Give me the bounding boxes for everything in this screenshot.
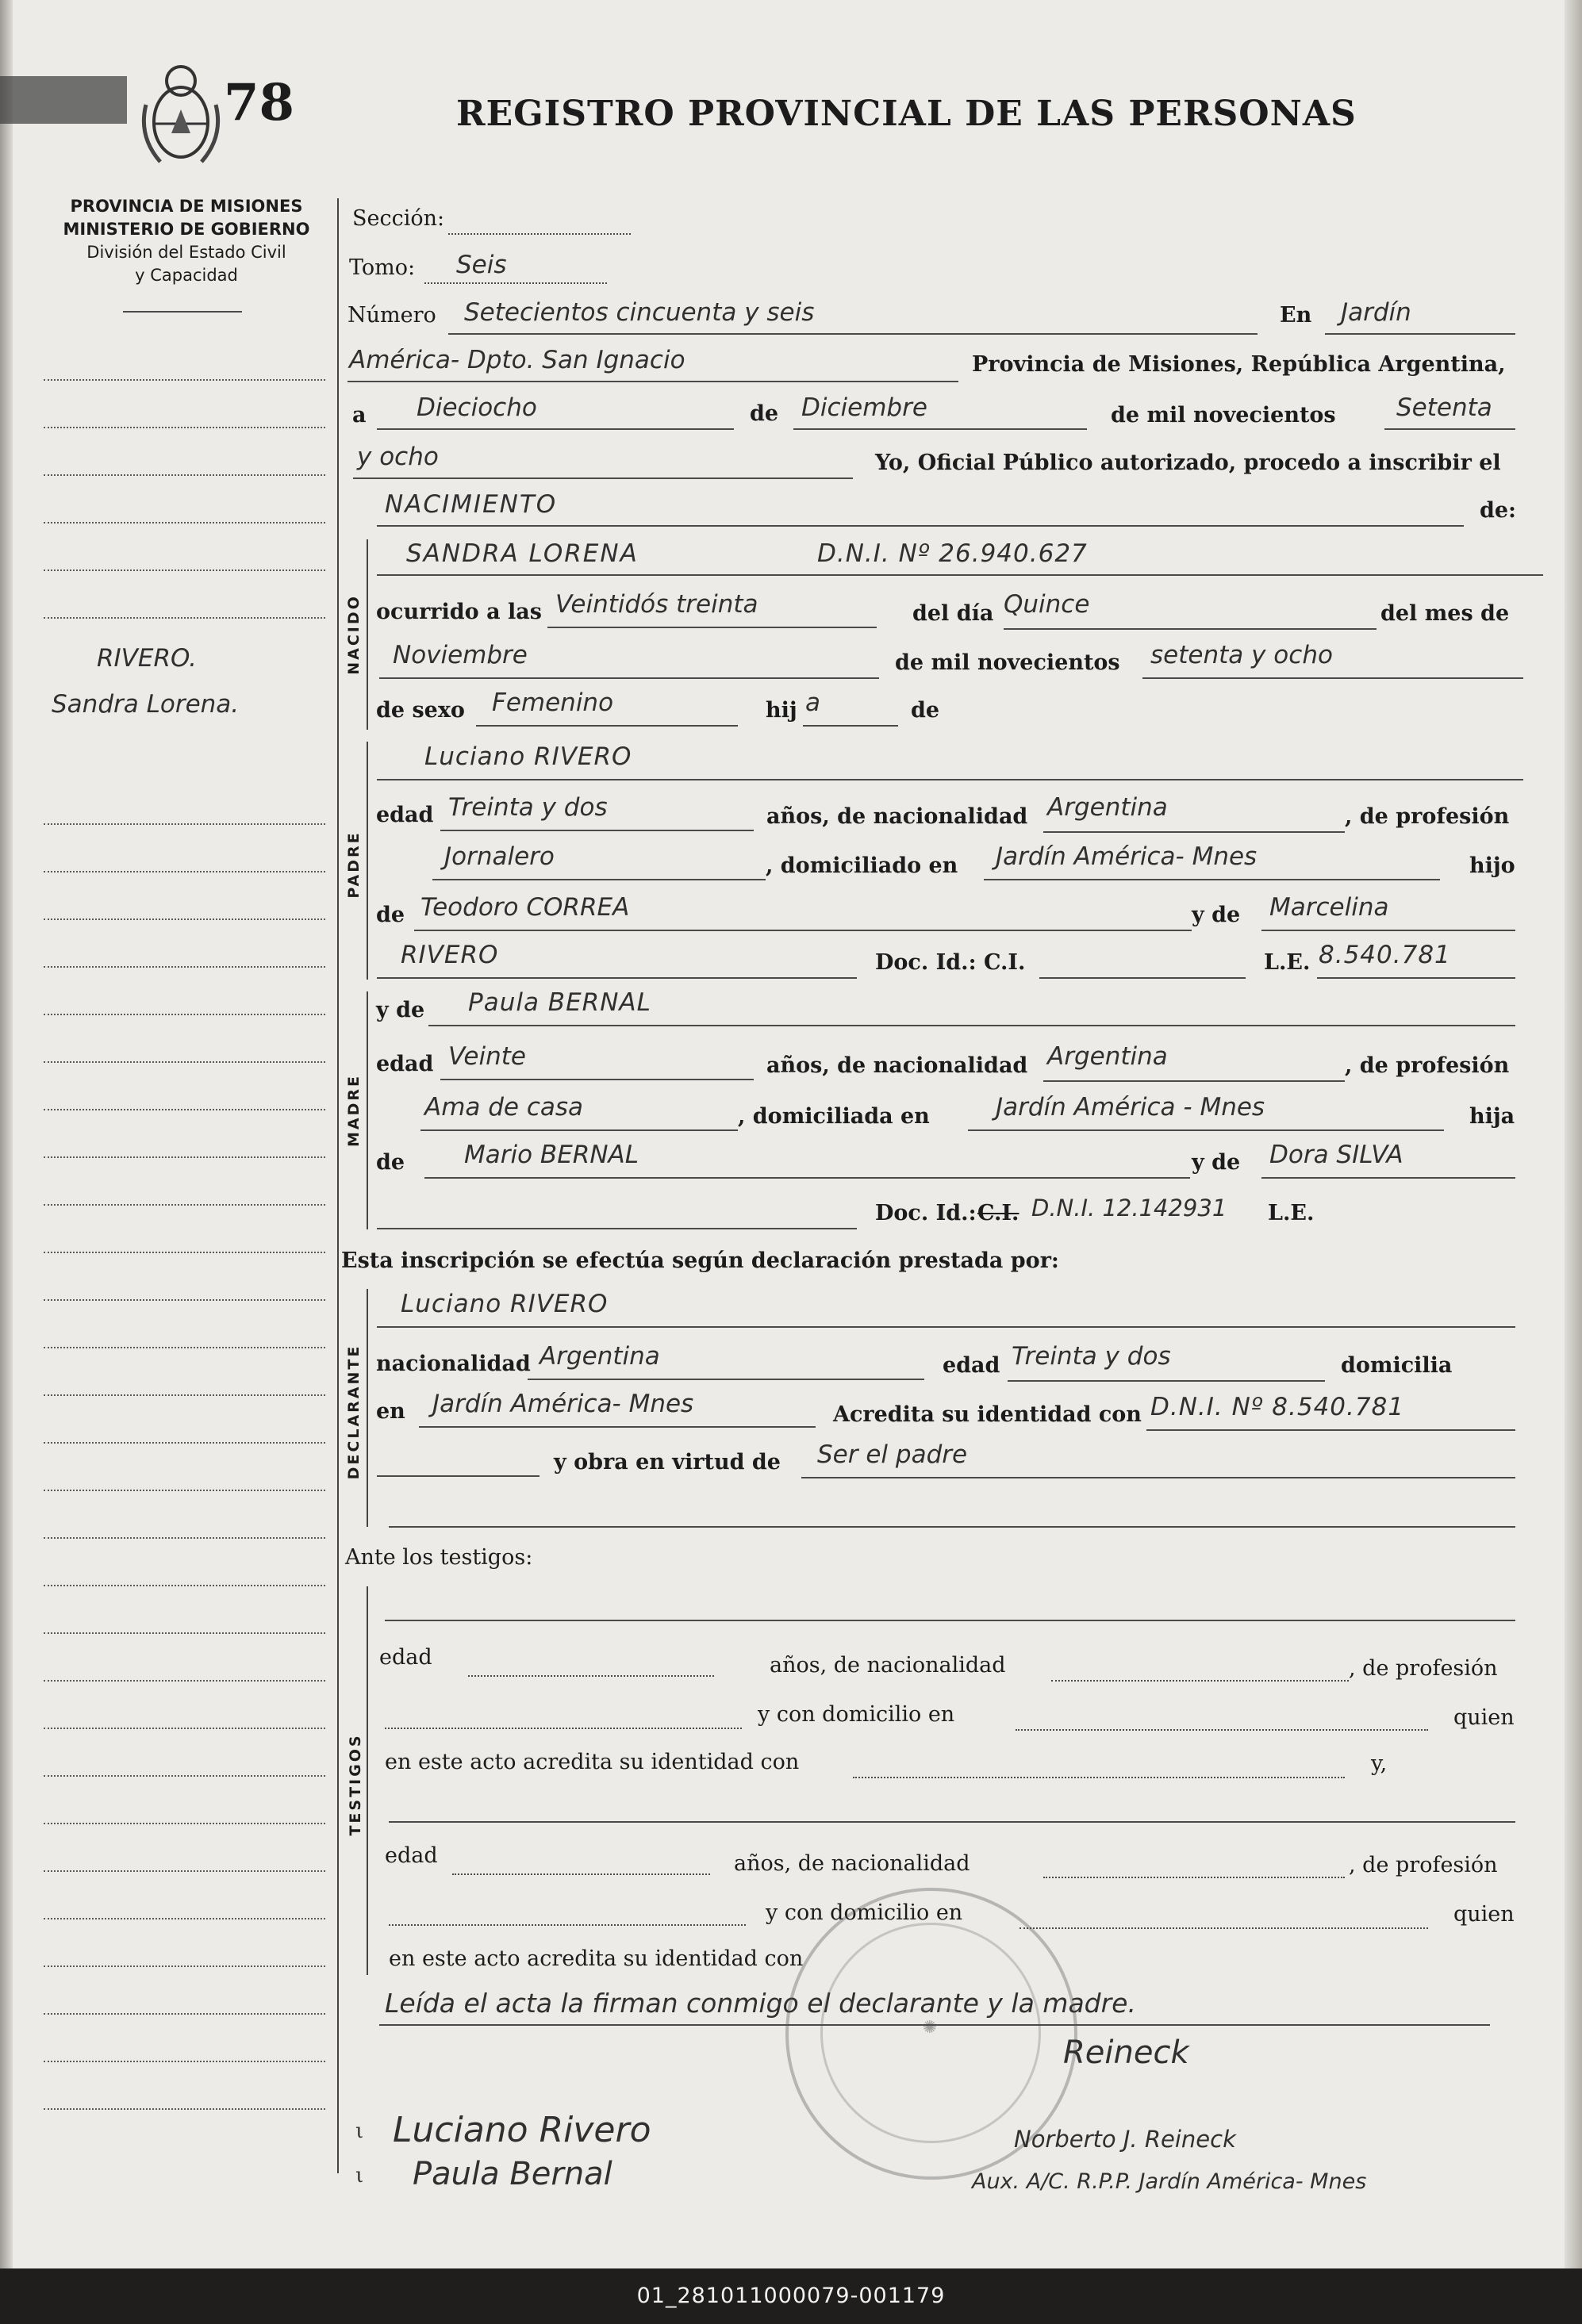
padre-domicilio: Jardín América- Mnes <box>996 842 1258 871</box>
margin-line <box>44 1299 325 1301</box>
nacido-name: SANDRA LORENA <box>406 539 639 568</box>
virtud-line <box>801 1477 1515 1478</box>
padre-mother-1: Marcelina <box>1269 893 1389 922</box>
month-line <box>793 428 1087 430</box>
nacido-rule <box>367 539 368 730</box>
padre-profesion: Jornalero <box>444 842 555 871</box>
padre-le-label: L.E. <box>1264 950 1311 975</box>
page-number: 78 <box>224 73 295 132</box>
margin-rule <box>337 198 339 2173</box>
testigos-rule <box>367 1586 368 1975</box>
margin-line <box>44 427 325 428</box>
numero-value: Setecientos cincuenta y seis <box>464 298 815 327</box>
declarante-domicilio: Jardín América- Mnes <box>432 1390 694 1418</box>
place-line-1 <box>1325 333 1515 335</box>
margin-line <box>44 2108 325 2110</box>
madre-anos-label: años, de nacionalidad <box>766 1053 1028 1078</box>
padre-edad-label: edad <box>376 803 434 827</box>
year-text: de mil novecientos <box>1111 403 1336 428</box>
acredita-line <box>1146 1429 1515 1431</box>
madre-doc-value: D.N.I. 12.142931 <box>1031 1195 1227 1221</box>
padre-profesion-label: , de profesión <box>1345 804 1510 829</box>
padre-y-de-label: y de <box>1192 903 1241 927</box>
madre-rule <box>367 991 368 1229</box>
testigo1-anos-label: años, de nacionalidad <box>770 1653 1006 1678</box>
margin-line <box>44 1156 325 1158</box>
testigos-intro: Ante los testigos: <box>345 1545 533 1570</box>
org-division-2: y Capacidad <box>135 266 238 285</box>
margin-line <box>44 1775 325 1777</box>
margin-line <box>44 1014 325 1015</box>
margin-surname: RIVERO. <box>97 644 198 673</box>
madre-edad-line <box>440 1079 754 1080</box>
org-underline <box>123 311 242 313</box>
year-line-1 <box>1384 428 1515 430</box>
binding-edge <box>0 0 13 2268</box>
province-text: Provincia de Misiones, República Argentina, <box>972 352 1506 377</box>
testigo2-anos-label: años, de nacionalidad <box>734 1851 970 1876</box>
padre-mother-2: RIVERO <box>401 941 499 969</box>
testigo1-edad-line <box>468 1675 714 1677</box>
padre-le-line <box>1317 977 1515 979</box>
padre-section-label: PADRE <box>345 830 363 899</box>
margin-line <box>44 1632 325 1634</box>
testigo2-edad-line <box>452 1873 710 1875</box>
testigo2-profesion-label: , de profesión <box>1349 1853 1498 1877</box>
sexo-line <box>476 725 738 727</box>
testigo2-nac-line <box>1043 1877 1345 1878</box>
madre-name-line <box>428 1025 1515 1026</box>
official-seal: ✺ <box>785 1888 1077 2180</box>
hij-value: a <box>805 688 820 717</box>
year-line-2 <box>353 477 853 479</box>
nacido-de-label: de <box>911 698 940 723</box>
madre-profesion: Ama de casa <box>424 1093 584 1122</box>
testigo1-dom-label: y con domicilio en <box>758 1702 955 1727</box>
ocurrido-label: ocurrido a las <box>376 600 542 624</box>
margin-line <box>44 1537 325 1539</box>
margin-line <box>44 379 325 381</box>
margin-line <box>44 1918 325 1919</box>
declarante-edad: Treinta y dos <box>1012 1342 1171 1371</box>
org-province: PROVINCIA DE MISIONES <box>70 197 303 216</box>
hij-label: hij <box>766 698 797 723</box>
domiciliada-label: , domiciliada en <box>738 1104 930 1129</box>
image-id-caption: 01_281011000079-001179 <box>0 2268 1582 2324</box>
margin-line <box>44 871 325 872</box>
sexo-value: Femenino <box>492 688 614 717</box>
padre-name-line <box>377 779 1523 780</box>
margin-line <box>44 1347 325 1348</box>
margin-line <box>44 2061 325 2062</box>
act-value: NACIMIENTO <box>385 490 558 519</box>
declarante-intro: Esta inscripción se efectúa según declaración prestada por: <box>341 1248 1059 1273</box>
padre-rule <box>367 742 368 980</box>
testigo2-dom-label: y con domicilio en <box>766 1900 963 1925</box>
en-label: En <box>1280 303 1312 328</box>
nacido-name-line <box>377 574 1543 576</box>
margin-line <box>44 617 325 619</box>
birth-year-value: setenta y ocho <box>1150 641 1333 669</box>
declarante-nac-label: nacionalidad <box>376 1352 531 1376</box>
act-line <box>377 525 1464 527</box>
day-value: Dieciocho <box>417 393 537 422</box>
padre-father-line <box>414 930 1192 931</box>
padre-edad-value: Treinta y dos <box>448 793 608 822</box>
testigo1-nac-line <box>1051 1680 1349 1682</box>
domicilia-label: domicilia <box>1341 1353 1453 1378</box>
margin-line <box>44 1728 325 1729</box>
place-value-1: Jardín <box>1341 298 1411 327</box>
madre-edad-label: edad <box>376 1052 434 1076</box>
padre-doc-label: Doc. Id.: C.I. <box>875 950 1026 975</box>
testigo1-acredita-label: en este acto acredita su identidad con <box>385 1750 800 1774</box>
declarante-nacionalidad: Argentina <box>539 1342 660 1371</box>
numero-line <box>448 333 1258 335</box>
day-line <box>377 428 734 430</box>
madre-section-label: MADRE <box>345 1074 363 1147</box>
padre-de-label: de <box>376 903 405 927</box>
domiciliado-label: , domiciliado en <box>766 853 958 878</box>
org-ministry: MINISTERIO DE GOBIERNO <box>63 220 310 239</box>
hij-line <box>803 725 898 727</box>
binding-tape <box>0 76 127 124</box>
testigos-section-label: TESTIGOS <box>347 1733 364 1836</box>
hour-line <box>547 627 877 628</box>
place-value-2: América- Dpto. San Ignacio <box>349 346 685 374</box>
numero-label: Número <box>348 303 436 328</box>
declarante-en-label: en <box>376 1399 405 1424</box>
padre-nacionalidad: Argentina <box>1047 793 1168 822</box>
tomo-line <box>424 282 607 284</box>
madre-doc-label: Doc. Id.: <box>875 1201 977 1225</box>
margin-line <box>44 569 325 571</box>
margin-line <box>44 1442 325 1444</box>
testigo1-profesion-label: , de profesión <box>1349 1656 1498 1681</box>
officer-signature: Reineck <box>1063 2034 1189 2071</box>
page-title: REGISTRO PROVINCIAL DE LAS PERSONAS <box>456 94 1357 134</box>
madre-nacionalidad: Argentina <box>1047 1042 1168 1071</box>
margin-line <box>44 1394 325 1396</box>
margin-line <box>44 918 325 920</box>
seccion-line <box>448 233 631 235</box>
testigo2-edad-label: edad <box>385 1843 438 1868</box>
madre-doc-struck: C.I. <box>977 1201 1019 1225</box>
sexo-label: de sexo <box>376 698 465 723</box>
padre-dom-line <box>984 879 1440 880</box>
madre-name: Paula BERNAL <box>468 988 651 1017</box>
padre-mother-line-2 <box>377 977 857 979</box>
officer-name: Norberto J. Reineck <box>1014 2126 1236 2153</box>
margin-line <box>44 823 325 825</box>
testigo1-edad-label: edad <box>379 1645 432 1670</box>
tomo-label: Tomo: <box>349 255 416 280</box>
padre-le-value: 8.540.781 <box>1319 941 1451 969</box>
madre-edad-value: Veinte <box>448 1042 526 1071</box>
margin-line <box>44 1204 325 1206</box>
virtud-label: y obra en virtud de <box>554 1450 781 1475</box>
signature-mark-2: ι <box>355 2164 364 2188</box>
margin-line <box>44 1061 325 1063</box>
testigo2-quien-label: quien <box>1453 1902 1515 1927</box>
margin-line <box>44 1823 325 1824</box>
birth-day-line <box>1004 628 1377 630</box>
acredita-label: Acredita su identidad con <box>833 1402 1142 1427</box>
margin-line <box>44 1870 325 1872</box>
tomo-value: Seis <box>456 251 507 279</box>
birth-month-line <box>379 677 879 679</box>
declarante-section-label: DECLARANTE <box>345 1344 363 1480</box>
a-label: a <box>352 403 367 428</box>
madre-doc-line <box>377 1228 857 1229</box>
place-line-2 <box>348 381 958 382</box>
hijo-label: hijo <box>1469 853 1515 878</box>
madre-profesion-label: , de profesión <box>1345 1053 1510 1078</box>
madre-mother-line <box>1261 1177 1515 1179</box>
madre-father-line <box>424 1177 1190 1179</box>
testigo1-prof-line <box>385 1728 742 1729</box>
del-mes-label: del mes de <box>1380 601 1510 626</box>
madre-nac-line <box>1043 1080 1345 1082</box>
padre-ci-line <box>1039 977 1246 979</box>
declarante-nac-line <box>528 1379 924 1380</box>
margin-line <box>44 1109 325 1110</box>
hour-value: Veintidós treinta <box>555 590 758 619</box>
signature-mother: Paula Bernal <box>413 2156 612 2192</box>
testigo2-dom-line <box>1019 1927 1428 1929</box>
madre-y-de2-label: y de <box>1192 1150 1241 1175</box>
birth-month-value: Noviembre <box>393 641 528 669</box>
padre-anos-label: años, de nacionalidad <box>766 804 1028 829</box>
madre-y-de-label: y de <box>376 998 425 1022</box>
madre-le-label: L.E. <box>1268 1201 1315 1225</box>
testigo1-y-label: y, <box>1371 1751 1388 1776</box>
signature-mark-1: ι <box>355 2119 364 2143</box>
declarante-name-line <box>377 1326 1515 1328</box>
hija-label: hija <box>1469 1104 1515 1129</box>
de-label: de <box>750 401 779 426</box>
margin-line <box>44 1680 325 1682</box>
padre-father: Teodoro CORREA <box>420 893 630 922</box>
margin-line <box>44 2013 325 2015</box>
birth-year-text: de mil novecientos <box>895 650 1120 675</box>
margin-line <box>44 966 325 968</box>
padre-mother-line <box>1261 930 1515 931</box>
declarante-edad-line <box>1008 1380 1325 1382</box>
madre-father: Mario BERNAL <box>464 1141 639 1169</box>
seccion-label: Sección: <box>352 206 445 231</box>
de-colon-label: de: <box>1480 498 1517 523</box>
coat-of-arms-icon <box>136 57 225 176</box>
closing-text: Leída el acta la firman conmigo el declarante y la madre. <box>385 1988 1136 2019</box>
declarante-name: Luciano RIVERO <box>401 1290 609 1318</box>
birth-year-line <box>1142 677 1523 679</box>
nacido-section-label: NACIDO <box>345 594 363 675</box>
margin-line <box>44 1490 325 1491</box>
margin-line <box>44 474 325 476</box>
del-dia-label: del día <box>912 601 994 626</box>
declarante-blank-line <box>377 1475 539 1477</box>
testigo1-quien-label: quien <box>1453 1705 1515 1730</box>
acredita-value: D.N.I. Nº 8.540.781 <box>1150 1393 1405 1421</box>
issuing-office <box>44 195 329 287</box>
year-value-2: y ocho <box>357 443 439 471</box>
declarante-rule <box>367 1289 368 1527</box>
signature-father: Luciano Rivero <box>393 2110 651 2150</box>
month-value: Diciembre <box>801 393 927 422</box>
padre-name: Luciano RIVERO <box>424 742 632 771</box>
year-value-1: Setenta <box>1396 393 1492 422</box>
nacido-dni: D.N.I. Nº 26.940.627 <box>817 539 1088 568</box>
officer-title: Aux. A/C. R.P.P. Jardín América- Mnes <box>972 2169 1367 2194</box>
margin-line <box>44 1965 325 1967</box>
testigo1-acredita-line <box>853 1777 1345 1778</box>
madre-de-label: de <box>376 1150 405 1175</box>
declarante-edad-label: edad <box>943 1353 1000 1378</box>
margin-line <box>44 1252 325 1253</box>
testigo2-acredita-label: en este acto acredita su identidad con <box>389 1946 804 1971</box>
padre-prof-line <box>432 879 766 880</box>
testigo1-name-line <box>385 1620 1515 1621</box>
testigo2-name-line <box>389 1821 1515 1823</box>
madre-domicilio: Jardín América - Mnes <box>996 1093 1265 1122</box>
declarante-dom-line <box>419 1426 816 1428</box>
birth-day-value: Quince <box>1004 590 1090 619</box>
officer-text: Yo, Oficial Público autorizado, procedo a inscribir el <box>875 451 1501 475</box>
page-right-edge <box>1565 0 1582 2268</box>
padre-nac-line <box>1043 831 1345 833</box>
margin-line <box>44 1585 325 1586</box>
margin-given-names: Sandra Lorena. <box>52 690 240 719</box>
padre-edad-line <box>440 830 754 831</box>
testigo1-dom-line <box>1016 1729 1428 1731</box>
testigo2-prof-line <box>389 1924 746 1926</box>
declarante-end-line <box>389 1526 1515 1528</box>
madre-prof-line <box>420 1129 738 1131</box>
madre-mother: Dora SILVA <box>1269 1141 1403 1169</box>
org-division: División del Estado Civil <box>86 243 286 262</box>
madre-dom-line <box>968 1129 1444 1131</box>
margin-line <box>44 522 325 523</box>
virtud-value: Ser el padre <box>817 1440 968 1469</box>
